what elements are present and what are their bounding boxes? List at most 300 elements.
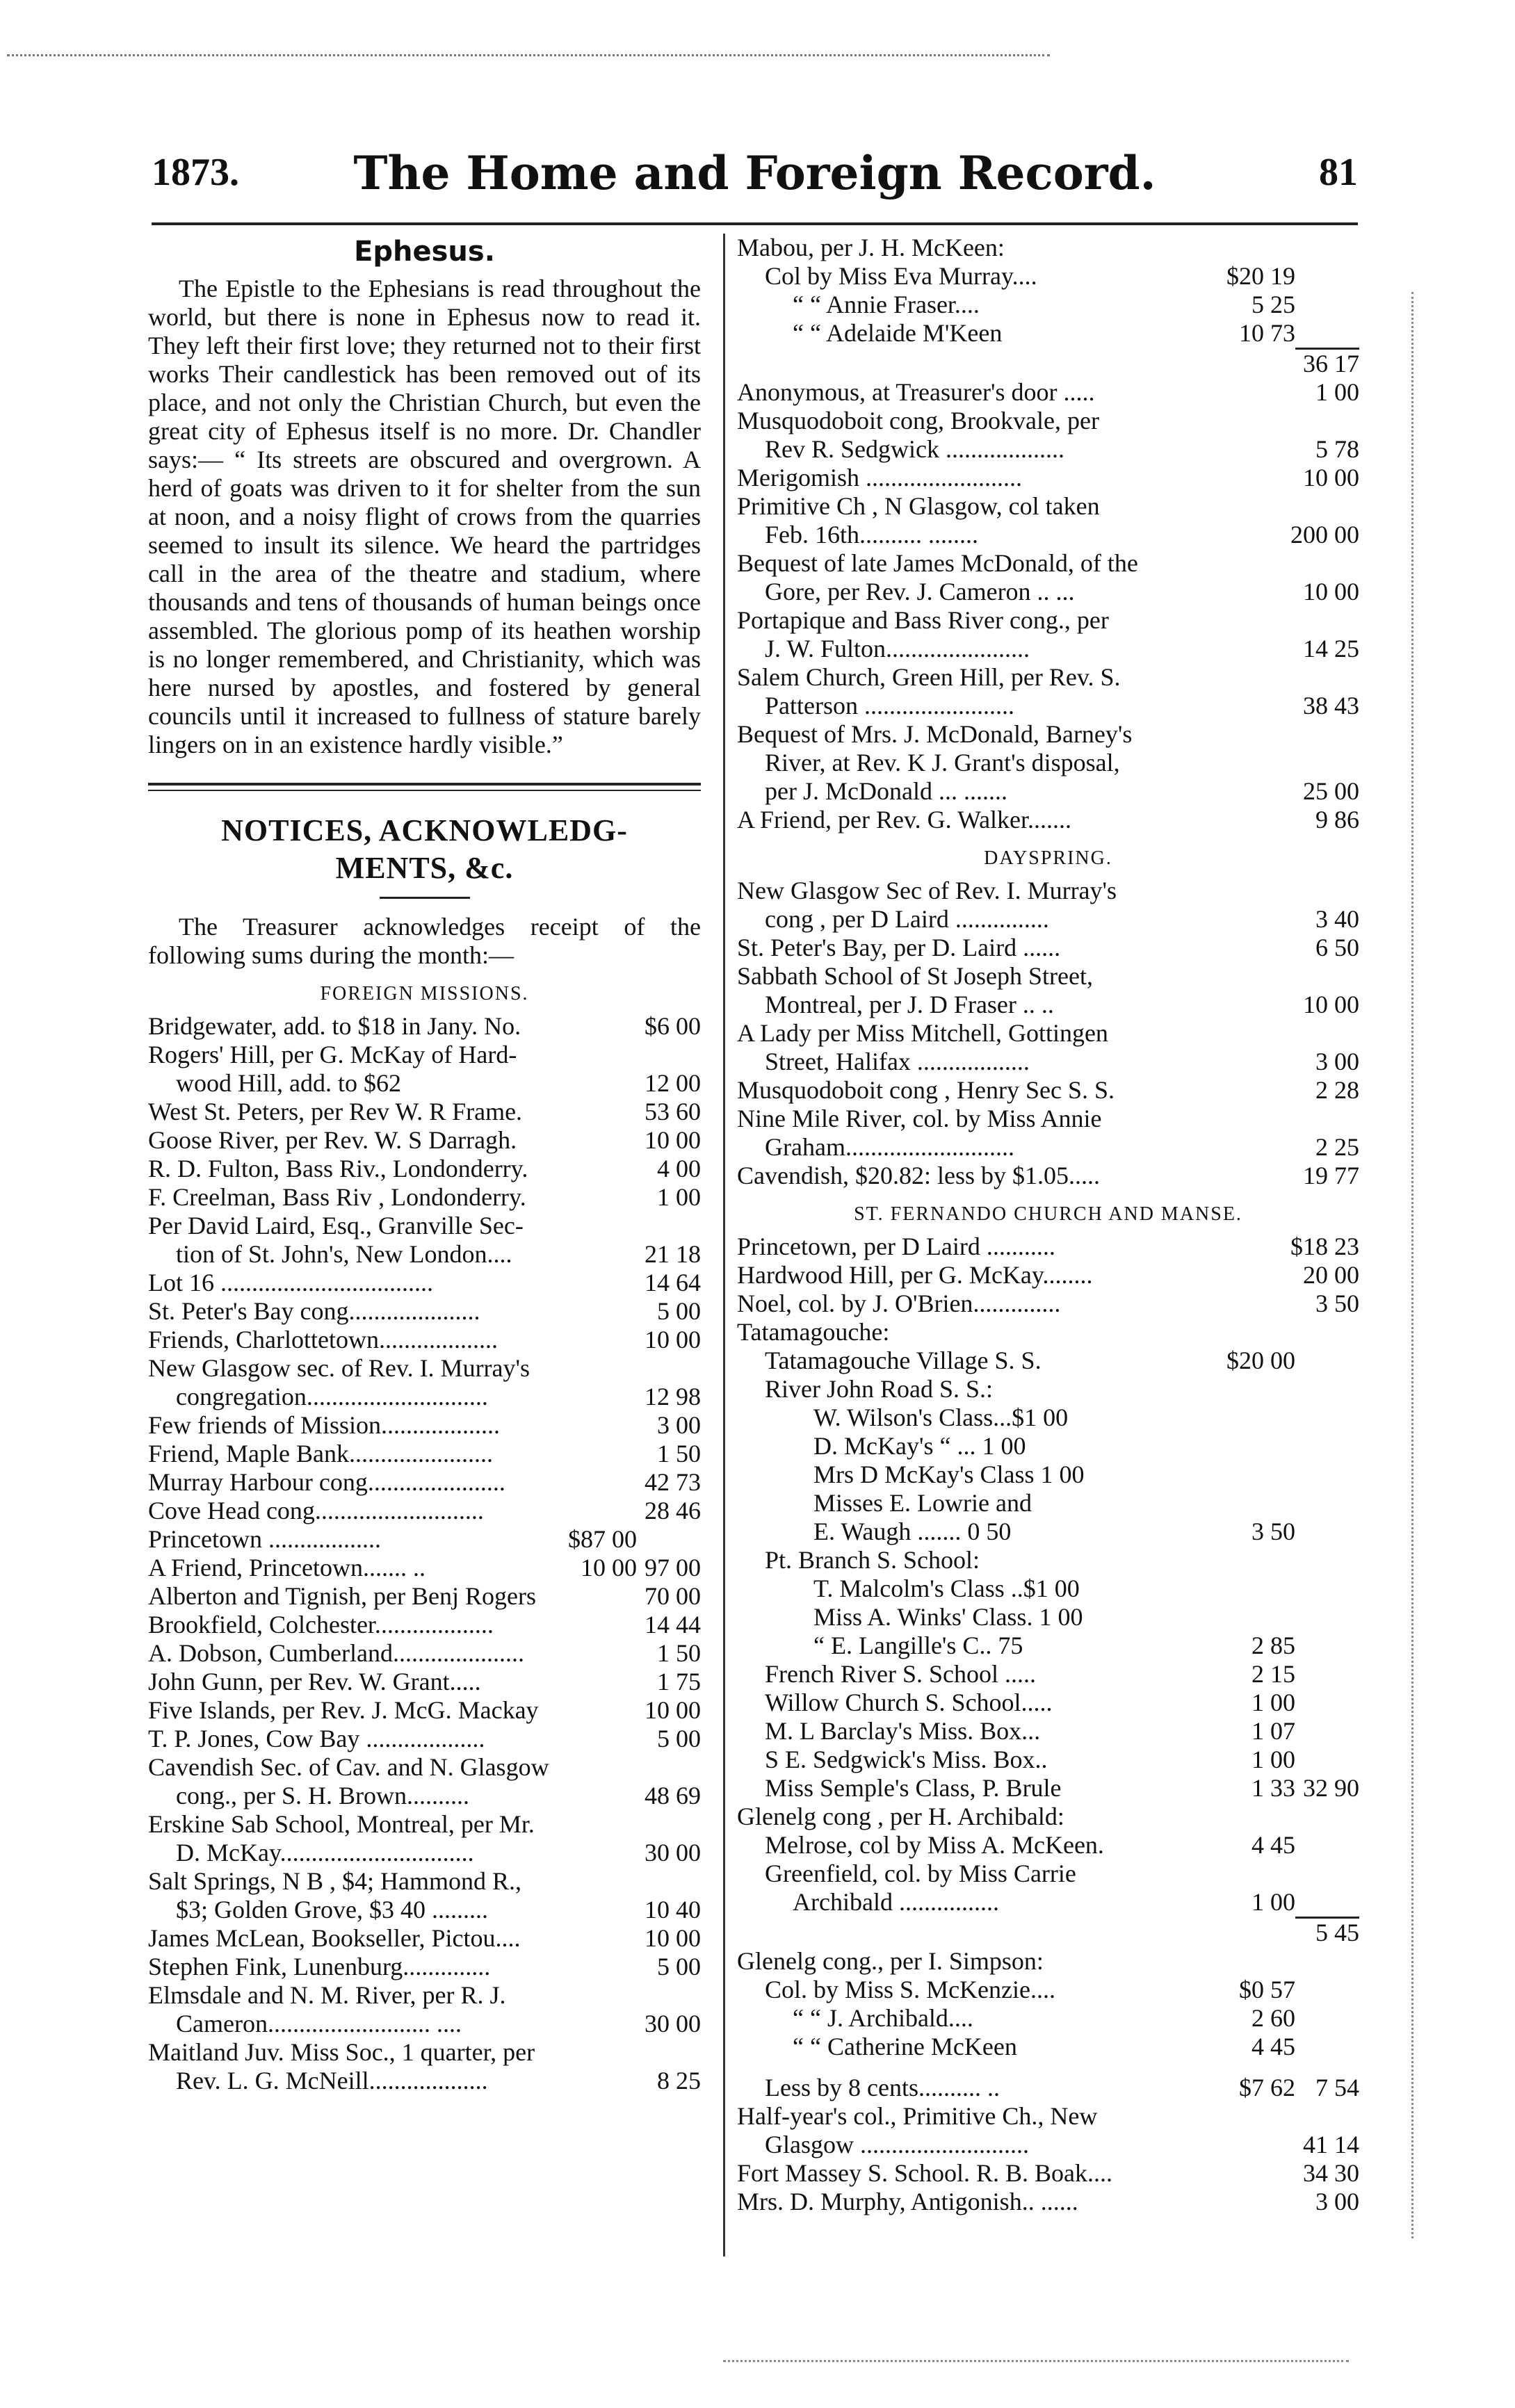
ledger-row <box>737 378 1359 407</box>
foreign-missions-list <box>148 1012 701 2095</box>
ledger-row <box>737 1888 1359 1917</box>
ledger-row <box>737 1105 1359 1133</box>
header-rule <box>152 222 1358 225</box>
ledger-row <box>737 1689 1359 1717</box>
ledger-row-text: Montreal, per J. D Fraser .. .. <box>765 991 1054 1018</box>
ledger-row-text: Glenelg cong , per H. Archibald: <box>737 1803 1064 1830</box>
ledger-row <box>148 1668 701 1696</box>
scan-noise-bottom <box>723 2360 1349 2362</box>
ledger-row <box>148 1896 701 1924</box>
ledger-row <box>148 1639 701 1668</box>
ledger-row-subamount: 10 73 <box>1239 319 1295 347</box>
ledger-row-subamount: 1 00 <box>1251 1888 1295 1916</box>
scan-noise-top <box>7 54 1050 70</box>
ledger-row-subamount: $20 00 <box>1226 1347 1295 1374</box>
ledger-row-text: Bequest of Mrs. J. McDonald, Barney's <box>737 720 1133 748</box>
ledger-row-text: F. Creelman, Bass Riv , Londonderry. <box>148 1183 526 1211</box>
ledger-row <box>737 720 1359 749</box>
ledger-row <box>737 877 1359 905</box>
ledger-row-text: wood Hill, add. to $62 <box>176 1069 401 1097</box>
ledger-row <box>148 1611 701 1639</box>
dayspring-list <box>737 877 1359 1190</box>
ledger-row <box>737 777 1359 806</box>
ledger-row-text: Salem Church, Green Hill, per Rev. S. <box>737 663 1121 691</box>
ledger-row-amount: 14 25 <box>1303 635 1359 662</box>
ledger-row <box>148 1753 701 1782</box>
ledger-row <box>148 1383 701 1411</box>
ledger-row-amount: 32 90 <box>1303 1774 1359 1802</box>
notices-title-line2: MENTS, &c. <box>335 851 514 885</box>
ledger-row-text: Glasgow ........................... <box>765 2131 1029 2158</box>
ledger-row-amount: 1 00 <box>1315 378 1359 406</box>
ledger-row-text: A Friend, Princetown....... .. <box>148 1554 426 1581</box>
ledger-row-subamount: $0 57 <box>1239 1976 1295 2003</box>
ledger-row-subamount: 1 00 <box>1251 1689 1295 1716</box>
ledger-row <box>737 262 1359 291</box>
ledger-row-text: “ E. Langille's C.. 75 <box>813 1632 1023 1659</box>
ledger-row-amount: 53 60 <box>645 1098 701 1125</box>
ledger-row-text: S E. Sedgwick's Miss. Box.. <box>765 1746 1048 1773</box>
ledger-row <box>737 1717 1359 1746</box>
ledger-row <box>148 1468 701 1497</box>
notices-intro: The Treasurer acknowledges receipt of the following sums during the month:— <box>148 913 701 969</box>
ledger-row <box>737 962 1359 991</box>
ledger-row <box>737 1831 1359 1860</box>
ledger-row-text: cong., per S. H. Brown.......... <box>176 1782 469 1809</box>
ledger-row <box>148 1212 701 1240</box>
ledger-row-text: Gore, per Rev. J. Cameron .. ... <box>765 578 1075 605</box>
ledger-row-text: A Lady per Miss Mitchell, Gottingen <box>737 1019 1108 1047</box>
ledger-row-text: Mrs D McKay's Class 1 00 <box>813 1461 1085 1488</box>
ledger-row-amount: 14 44 <box>645 1611 701 1638</box>
ledger-row <box>737 1347 1359 1375</box>
ledger-row-amount: 97 00 <box>645 1554 701 1581</box>
ledger-row-amount: 2 25 <box>1315 1133 1359 1161</box>
ledger-row-text: Tatamagouche: <box>737 1318 890 1346</box>
ledger-row-subamount: 2 85 <box>1251 1632 1295 1659</box>
ledger-row-text: Cameron.......................... .... <box>176 2010 462 2037</box>
header-title: The Home and Foreign Record. <box>353 146 1156 200</box>
ledger-row <box>737 1546 1359 1575</box>
ledger-row-amount: 7 54 <box>1315 2074 1359 2101</box>
ledger-row <box>737 2061 1359 2074</box>
ledger-row-text: St. Peter's Bay, per D. Laird ...... <box>737 934 1061 961</box>
ledger-row-text: Cavendish, $20.82: less by $1.05..... <box>737 1162 1100 1189</box>
ledger-row-amount: 10 40 <box>645 1896 701 1923</box>
ledger-row <box>148 1354 701 1383</box>
ledger-row-text: Salt Springs, N B , $4; Hammond R., <box>148 1867 522 1895</box>
ledger-row <box>148 1069 701 1098</box>
ledger-row <box>737 1518 1359 1546</box>
ledger-row-subamount: 5 25 <box>1251 291 1295 318</box>
ledger-row-text: Princetown, per D Laird ........... <box>737 1233 1055 1260</box>
ledger-row <box>737 1019 1359 1048</box>
ledger-row <box>737 1746 1359 1774</box>
ledger-row-amount: 10 00 <box>645 1126 701 1154</box>
ledger-row <box>737 1660 1359 1689</box>
notices-title-line1: NOTICES, ACKNOWLEDG- <box>221 813 628 847</box>
ledger-row-subamount: $20 19 <box>1226 262 1295 290</box>
ledger-row-text: Princetown .................. <box>148 1525 381 1553</box>
ledger-row-amount: 10 00 <box>1303 464 1359 491</box>
ledger-row <box>737 1375 1359 1404</box>
ledger-row-text: Per David Laird, Esq., Granville Sec- <box>148 1212 524 1239</box>
ledger-row-amount: 30 00 <box>645 2010 701 2037</box>
ledger-row-text: Graham........................... <box>765 1133 1014 1161</box>
ledger-row-text: Melrose, col by Miss A. McKeen. <box>765 1831 1104 1859</box>
ledger-row-amount: 12 98 <box>645 1383 701 1410</box>
ledger-row <box>737 1318 1359 1347</box>
ledger-row <box>737 1603 1359 1632</box>
ledger-row-text: Col by Miss Eva Murray.... <box>765 262 1037 290</box>
ledger-row-text: Stephen Fink, Lunenburg.............. <box>148 1953 491 1980</box>
ledger-row-text: Goose River, per Rev. W. S Darragh. <box>148 1126 517 1154</box>
ledger-row-text: Sabbath School of St Joseph Street, <box>737 962 1093 990</box>
ledger-row-subamount: 2 15 <box>1251 1660 1295 1688</box>
ledger-row-subamount: 2 60 <box>1251 2004 1295 2032</box>
ledger-row-amount: 42 73 <box>645 1468 701 1496</box>
ledger-row <box>737 1133 1359 1162</box>
scan-noise-margin <box>1411 292 1455 2238</box>
fernando-list <box>737 1233 1359 2216</box>
ledger-row-text: Willow Church S. School..... <box>765 1689 1053 1716</box>
ledger-row <box>737 407 1359 435</box>
ledger-row-text: St. Peter's Bay cong..................... <box>148 1297 480 1325</box>
ledger-row <box>148 1240 701 1269</box>
ledger-row-amount: 10 00 <box>645 1326 701 1353</box>
ledger-row-amount: 14 64 <box>645 1269 701 1296</box>
ledger-row-text: Pt. Branch S. School: <box>765 1546 980 1574</box>
ledger-row <box>737 934 1359 962</box>
ledger-row-amount: 1 50 <box>657 1440 701 1467</box>
ledger-row <box>737 663 1359 692</box>
ledger-row <box>148 1953 701 1981</box>
ledger-row <box>737 492 1359 521</box>
ledger-row-text: West St. Peters, per Rev W. R Frame. <box>148 1098 523 1125</box>
notices-short-rule <box>380 897 470 899</box>
fernando-heading: ST. FERNANDO CHURCH AND MANSE. <box>854 1203 1242 1225</box>
ledger-row <box>148 1554 701 1582</box>
ledger-row-amount: 5 00 <box>657 1953 701 1980</box>
ledger-row-text: French River S. School ..... <box>765 1660 1036 1688</box>
ledger-row-text: T. Malcolm's Class ..$1 00 <box>813 1575 1080 1602</box>
ledger-row <box>737 1162 1359 1190</box>
ledger-row-text: R. D. Fulton, Bass Riv., Londonderry. <box>148 1155 528 1182</box>
ledger-row-text: T. P. Jones, Cow Bay ................... <box>148 1725 485 1752</box>
ledger-row-amount: 20 00 <box>1303 1261 1359 1289</box>
ledger-row-amount: 70 00 <box>645 1582 701 1610</box>
ledger-row-text: River, at Rev. K J. Grant's disposal, <box>765 749 1120 776</box>
ledger-row <box>737 2033 1359 2061</box>
ledger-row-amount: 48 69 <box>645 1782 701 1809</box>
ledger-row <box>148 1411 701 1440</box>
ledger-row-amount: 41 14 <box>1303 2131 1359 2158</box>
ledger-row-amount: 10 00 <box>645 1924 701 1952</box>
ledger-row-text: tion of St. John's, New London.... <box>176 1240 512 1268</box>
ledger-row-text: “ “ Annie Fraser.... <box>793 291 980 318</box>
ledger-row <box>737 905 1359 934</box>
ledger-row-text: Rogers' Hill, per G. McKay of Hard- <box>148 1041 517 1068</box>
ledger-row <box>737 2131 1359 2159</box>
ledger-row-amount: 10 00 <box>1303 578 1359 605</box>
page-header <box>152 146 1358 209</box>
ledger-row-text: $3; Golden Grove, $3 40 ......... <box>176 1896 488 1923</box>
ledger-row-amount: 3 00 <box>1315 2188 1359 2215</box>
ledger-row <box>737 749 1359 777</box>
ledger-row-amount: 1 00 <box>657 1183 701 1211</box>
ledger-row-text: Elmsdale and N. M. River, per R. J. <box>148 1981 506 2009</box>
ledger-row <box>737 1432 1359 1461</box>
ledger-row <box>737 435 1359 464</box>
ledger-row <box>148 1012 701 1041</box>
essay-text: The Epistle to the Ephesians is read throughout the world, but there is none in Ephesus now to read it. They left their first love; they returned not to their first works Their candlestick has been removed out of its place, and not only the Christian Church, but even the great city of Ephesus itself is no more. Dr. Chandler says:— “ Its streets are obscured and overgrown. A herd of goats was driven to it for shelter from the sun at noon, and a noisy flight of crows from the quarries seemed to insult its silence. We heard the partridges call in the area of the theatre and stadium, where thousands and tens of thousands of human beings once assembled. The glorious pomp of its heathen worship is no longer remembered, and Christianity, which was here nursed by apostles, and fostered by general councils until it increased to fullness of stature barely lingers on in an existence hardly visible.” <box>148 275 701 758</box>
ledger-row <box>737 348 1359 378</box>
ledger-row-amount: 6 50 <box>1315 934 1359 961</box>
ledger-row <box>148 1839 701 1867</box>
ledger-row-text: New Glasgow sec. of Rev. I. Murray's <box>148 1354 530 1382</box>
ledger-row-amount: 3 50 <box>1315 1290 1359 1317</box>
ledger-row-subamount: 1 33 <box>1251 1774 1295 1802</box>
ledger-row-subamount: 3 50 <box>1251 1518 1295 1545</box>
ledger-row <box>737 1632 1359 1660</box>
ledger-row <box>737 1860 1359 1888</box>
ledger-row-amount: 10 00 <box>1303 991 1359 1018</box>
ledger-row <box>737 291 1359 319</box>
ledger-row <box>148 1041 701 1069</box>
ledger-row <box>737 606 1359 635</box>
ledger-row <box>148 1582 701 1611</box>
ledger-row <box>737 1575 1359 1603</box>
ledger-row <box>737 1048 1359 1076</box>
left-column <box>148 234 701 2095</box>
ledger-row <box>148 2010 701 2038</box>
ledger-row-subamount: 1 07 <box>1251 1717 1295 1745</box>
ledger-row-text: D. McKay's “ ... 1 00 <box>813 1432 1026 1460</box>
ledger-row <box>148 1525 701 1554</box>
ledger-row <box>737 2004 1359 2033</box>
ledger-row-text: River John Road S. S.: <box>765 1375 994 1403</box>
essay-title: Ephesus. <box>354 236 495 268</box>
ledger-row-amount: 8 25 <box>657 2067 701 2094</box>
ledger-row-text: Street, Halifax .................. <box>765 1048 1030 1075</box>
ledger-row-text: New Glasgow Sec of Rev. I. Murray's <box>737 877 1117 904</box>
ledger-row-text: Rev. L. G. McNeill................... <box>176 2067 488 2094</box>
ledger-row <box>148 1098 701 1126</box>
ledger-row-text: Lot 16 .................................. <box>148 1269 433 1296</box>
acknowledgments-list <box>737 234 1359 834</box>
ledger-row-text: Archibald ................ <box>793 1888 999 1916</box>
ledger-row <box>737 578 1359 606</box>
ledger-row <box>737 319 1359 348</box>
ledger-row-text: James McLean, Bookseller, Pictou.... <box>148 1924 521 1952</box>
ledger-row-text: Bridgewater, add. to $18 in Jany. No. <box>148 1012 521 1040</box>
ledger-row-amount: 2 28 <box>1315 1076 1359 1104</box>
column-divider <box>723 234 725 2256</box>
ledger-row-text: Noel, col. by J. O'Brien.............. <box>737 1290 1061 1317</box>
ledger-row-text: Less by 8 cents.......... .. <box>765 2074 1000 2101</box>
ledger-row-amount: $6 00 <box>645 1012 701 1040</box>
ledger-row-amount: 5 45 <box>1295 1917 1359 1947</box>
ledger-row-text: John Gunn, per Rev. W. Grant..... <box>148 1668 481 1695</box>
ledger-row-amount: 9 86 <box>1315 806 1359 833</box>
ledger-row <box>737 806 1359 834</box>
ledger-row-subamount: 4 45 <box>1251 1831 1295 1859</box>
ledger-row-text: “ “ J. Archibald.... <box>793 2004 973 2032</box>
ledger-row-text: Alberton and Tignish, per Benj Rogers <box>148 1582 536 1610</box>
ledger-row-text: Nine Mile River, col. by Miss Annie <box>737 1105 1102 1132</box>
ledger-row-subamount: $87 00 <box>568 1525 637 1553</box>
ledger-row-amount: 5 00 <box>657 1297 701 1325</box>
ledger-row <box>737 464 1359 492</box>
ledger-row <box>148 1497 701 1525</box>
ledger-row-subamount: 1 00 <box>1251 1746 1295 1773</box>
ledger-row <box>737 2102 1359 2131</box>
ledger-row-text: Friend, Maple Bank....................... <box>148 1440 493 1467</box>
ledger-row-amount: 5 78 <box>1315 435 1359 463</box>
ledger-row-amount: 38 43 <box>1303 692 1359 719</box>
right-column <box>737 234 1359 2216</box>
ledger-row-text: “ “ Catherine McKeen <box>793 2033 1017 2060</box>
ledger-row-text: M. L Barclay's Miss. Box... <box>765 1717 1041 1745</box>
ledger-row <box>737 635 1359 663</box>
ledger-row <box>148 1183 701 1212</box>
ledger-row-amount: 4 00 <box>657 1155 701 1182</box>
ledger-row <box>737 1076 1359 1105</box>
ledger-row-text: Musquodoboit cong , Henry Sec S. S. <box>737 1076 1115 1104</box>
ledger-row-text: Mrs. D. Murphy, Antigonish.. ...... <box>737 2188 1078 2215</box>
section-double-rule <box>148 783 701 791</box>
ledger-row <box>148 1867 701 1896</box>
ledger-row-amount: 1 75 <box>657 1668 701 1695</box>
header-page-number: 81 <box>1319 151 1358 194</box>
ledger-row-text: Friends, Charlottetown................... <box>148 1326 498 1353</box>
ledger-row <box>148 1326 701 1354</box>
ledger-row-text: Miss Semple's Class, P. Brule <box>765 1774 1062 1802</box>
ledger-row-text: Miss A. Winks' Class. 1 00 <box>813 1603 1083 1631</box>
ledger-row-text: Bequest of late James McDonald, of the <box>737 549 1138 577</box>
ledger-row <box>148 1696 701 1725</box>
ledger-row <box>737 1489 1359 1518</box>
dayspring-heading: DAYSPRING. <box>984 847 1112 869</box>
ledger-row <box>737 692 1359 720</box>
ledger-row-text: Patterson ........................ <box>765 692 1014 719</box>
ledger-row-text: A. Dobson, Cumberland..................... <box>148 1639 524 1667</box>
ledger-row <box>737 2074 1359 2102</box>
ledger-row-text: Half-year's col., Primitive Ch., New <box>737 2102 1098 2130</box>
ledger-row-amount: 19 77 <box>1303 1162 1359 1189</box>
ledger-row <box>148 1981 701 2010</box>
ledger-row <box>737 1461 1359 1489</box>
ledger-row <box>737 991 1359 1019</box>
ledger-row <box>148 1155 701 1183</box>
ledger-row-amount: 36 17 <box>1295 348 1359 378</box>
ledger-row-text: E. Waugh ....... 0 50 <box>813 1518 1012 1545</box>
ledger-row <box>737 1290 1359 1318</box>
ledger-row <box>737 2159 1359 2188</box>
ledger-row <box>737 1947 1359 1976</box>
ledger-row-text: Merigomish ......................... <box>737 464 1022 491</box>
ledger-row-text: J. W. Fulton....................... <box>765 635 1030 662</box>
ledger-row-text: Anonymous, at Treasurer's door ..... <box>737 378 1095 406</box>
ledger-row-amount: 21 18 <box>645 1240 701 1268</box>
ledger-row <box>737 1976 1359 2004</box>
ledger-row <box>148 1725 701 1753</box>
ledger-row <box>148 1269 701 1297</box>
ledger-row-amount: 3 00 <box>657 1411 701 1439</box>
ledger-row <box>737 1774 1359 1803</box>
ledger-row-text: Mabou, per J. H. McKeen: <box>737 234 1005 261</box>
ledger-row-text: Murray Harbour cong...................... <box>148 1468 505 1496</box>
ledger-row <box>737 1261 1359 1290</box>
ledger-row-text: Primitive Ch , N Glasgow, col taken <box>737 492 1100 520</box>
ledger-row-amount: 3 40 <box>1315 905 1359 933</box>
ledger-row-text: A Friend, per Rev. G. Walker....... <box>737 806 1072 833</box>
ledger-row <box>737 549 1359 578</box>
ledger-row-subamount: $7 62 <box>1239 2074 1295 2101</box>
ledger-row-amount: 10 00 <box>645 1696 701 1724</box>
ledger-row-text: Greenfield, col. by Miss Carrie <box>765 1860 1076 1887</box>
ledger-row <box>737 234 1359 262</box>
ledger-row-text: Cove Head cong........................... <box>148 1497 484 1524</box>
ledger-row <box>148 1297 701 1326</box>
ledger-row-amount: 5 00 <box>657 1725 701 1752</box>
ledger-row <box>148 1782 701 1810</box>
ledger-row-text: Few friends of Mission................... <box>148 1411 500 1439</box>
ledger-row-amount: 3 00 <box>1315 1048 1359 1075</box>
ledger-row-text: D. McKay............................... <box>176 1839 474 1866</box>
ledger-row-text: Erskine Sab School, Montreal, per Mr. <box>148 1810 535 1838</box>
ledger-row <box>737 2188 1359 2216</box>
ledger-row <box>737 1803 1359 1831</box>
ledger-row-text: Five Islands, per Rev. J. McG. Mackay <box>148 1696 539 1724</box>
ledger-row-text: Cavendish Sec. of Cav. and N. Glasgow <box>148 1753 549 1781</box>
ledger-row-amount: 1 50 <box>657 1639 701 1667</box>
ledger-row-amount: 30 00 <box>645 1839 701 1866</box>
ledger-row-text: Rev R. Sedgwick ................... <box>765 435 1064 463</box>
ledger-row-text: W. Wilson's Class...$1 00 <box>813 1404 1069 1431</box>
ledger-row-amount: 12 00 <box>645 1069 701 1097</box>
ledger-row-amount: 34 30 <box>1303 2159 1359 2187</box>
ledger-row-text: Tatamagouche Village S. S. <box>765 1347 1042 1374</box>
ledger-row <box>148 2038 701 2067</box>
ledger-row <box>148 1924 701 1953</box>
ledger-row-text: congregation............................. <box>176 1383 488 1410</box>
ledger-row-text: Misses E. Lowrie and <box>813 1489 1032 1517</box>
ledger-row <box>148 1126 701 1155</box>
ledger-row-amount: 28 46 <box>645 1497 701 1524</box>
ledger-row-text: Portapique and Bass River cong., per <box>737 606 1109 634</box>
ledger-row-text: Hardwood Hill, per G. McKay........ <box>737 1261 1093 1289</box>
ledger-row-text: Musquodoboit cong, Brookvale, per <box>737 407 1099 434</box>
ledger-row <box>148 1440 701 1468</box>
ledger-row <box>737 1917 1359 1947</box>
ledger-row <box>737 521 1359 549</box>
ledger-row-amount: 25 00 <box>1303 777 1359 805</box>
header-year: 1873. <box>152 151 239 194</box>
ledger-row <box>148 1810 701 1839</box>
ledger-row-subamount: 10 00 <box>581 1554 637 1581</box>
ledger-row-text: per J. McDonald ... ....... <box>765 777 1007 805</box>
ledger-row-text: Brookfield, Colchester................... <box>148 1611 494 1638</box>
ledger-row-text: Glenelg cong., per I. Simpson: <box>737 1947 1044 1975</box>
ledger-row-amount: $18 23 <box>1290 1233 1359 1260</box>
ledger-row-text: Maitland Juv. Miss Soc., 1 quarter, per <box>148 2038 535 2066</box>
ledger-row-text: Col. by Miss S. McKenzie.... <box>765 1976 1055 2003</box>
ledger-row <box>737 1233 1359 1261</box>
ledger-row <box>737 1404 1359 1432</box>
ledger-row-subamount: 4 45 <box>1251 2033 1295 2060</box>
foreign-missions-heading: FOREIGN MISSIONS. <box>320 983 529 1004</box>
